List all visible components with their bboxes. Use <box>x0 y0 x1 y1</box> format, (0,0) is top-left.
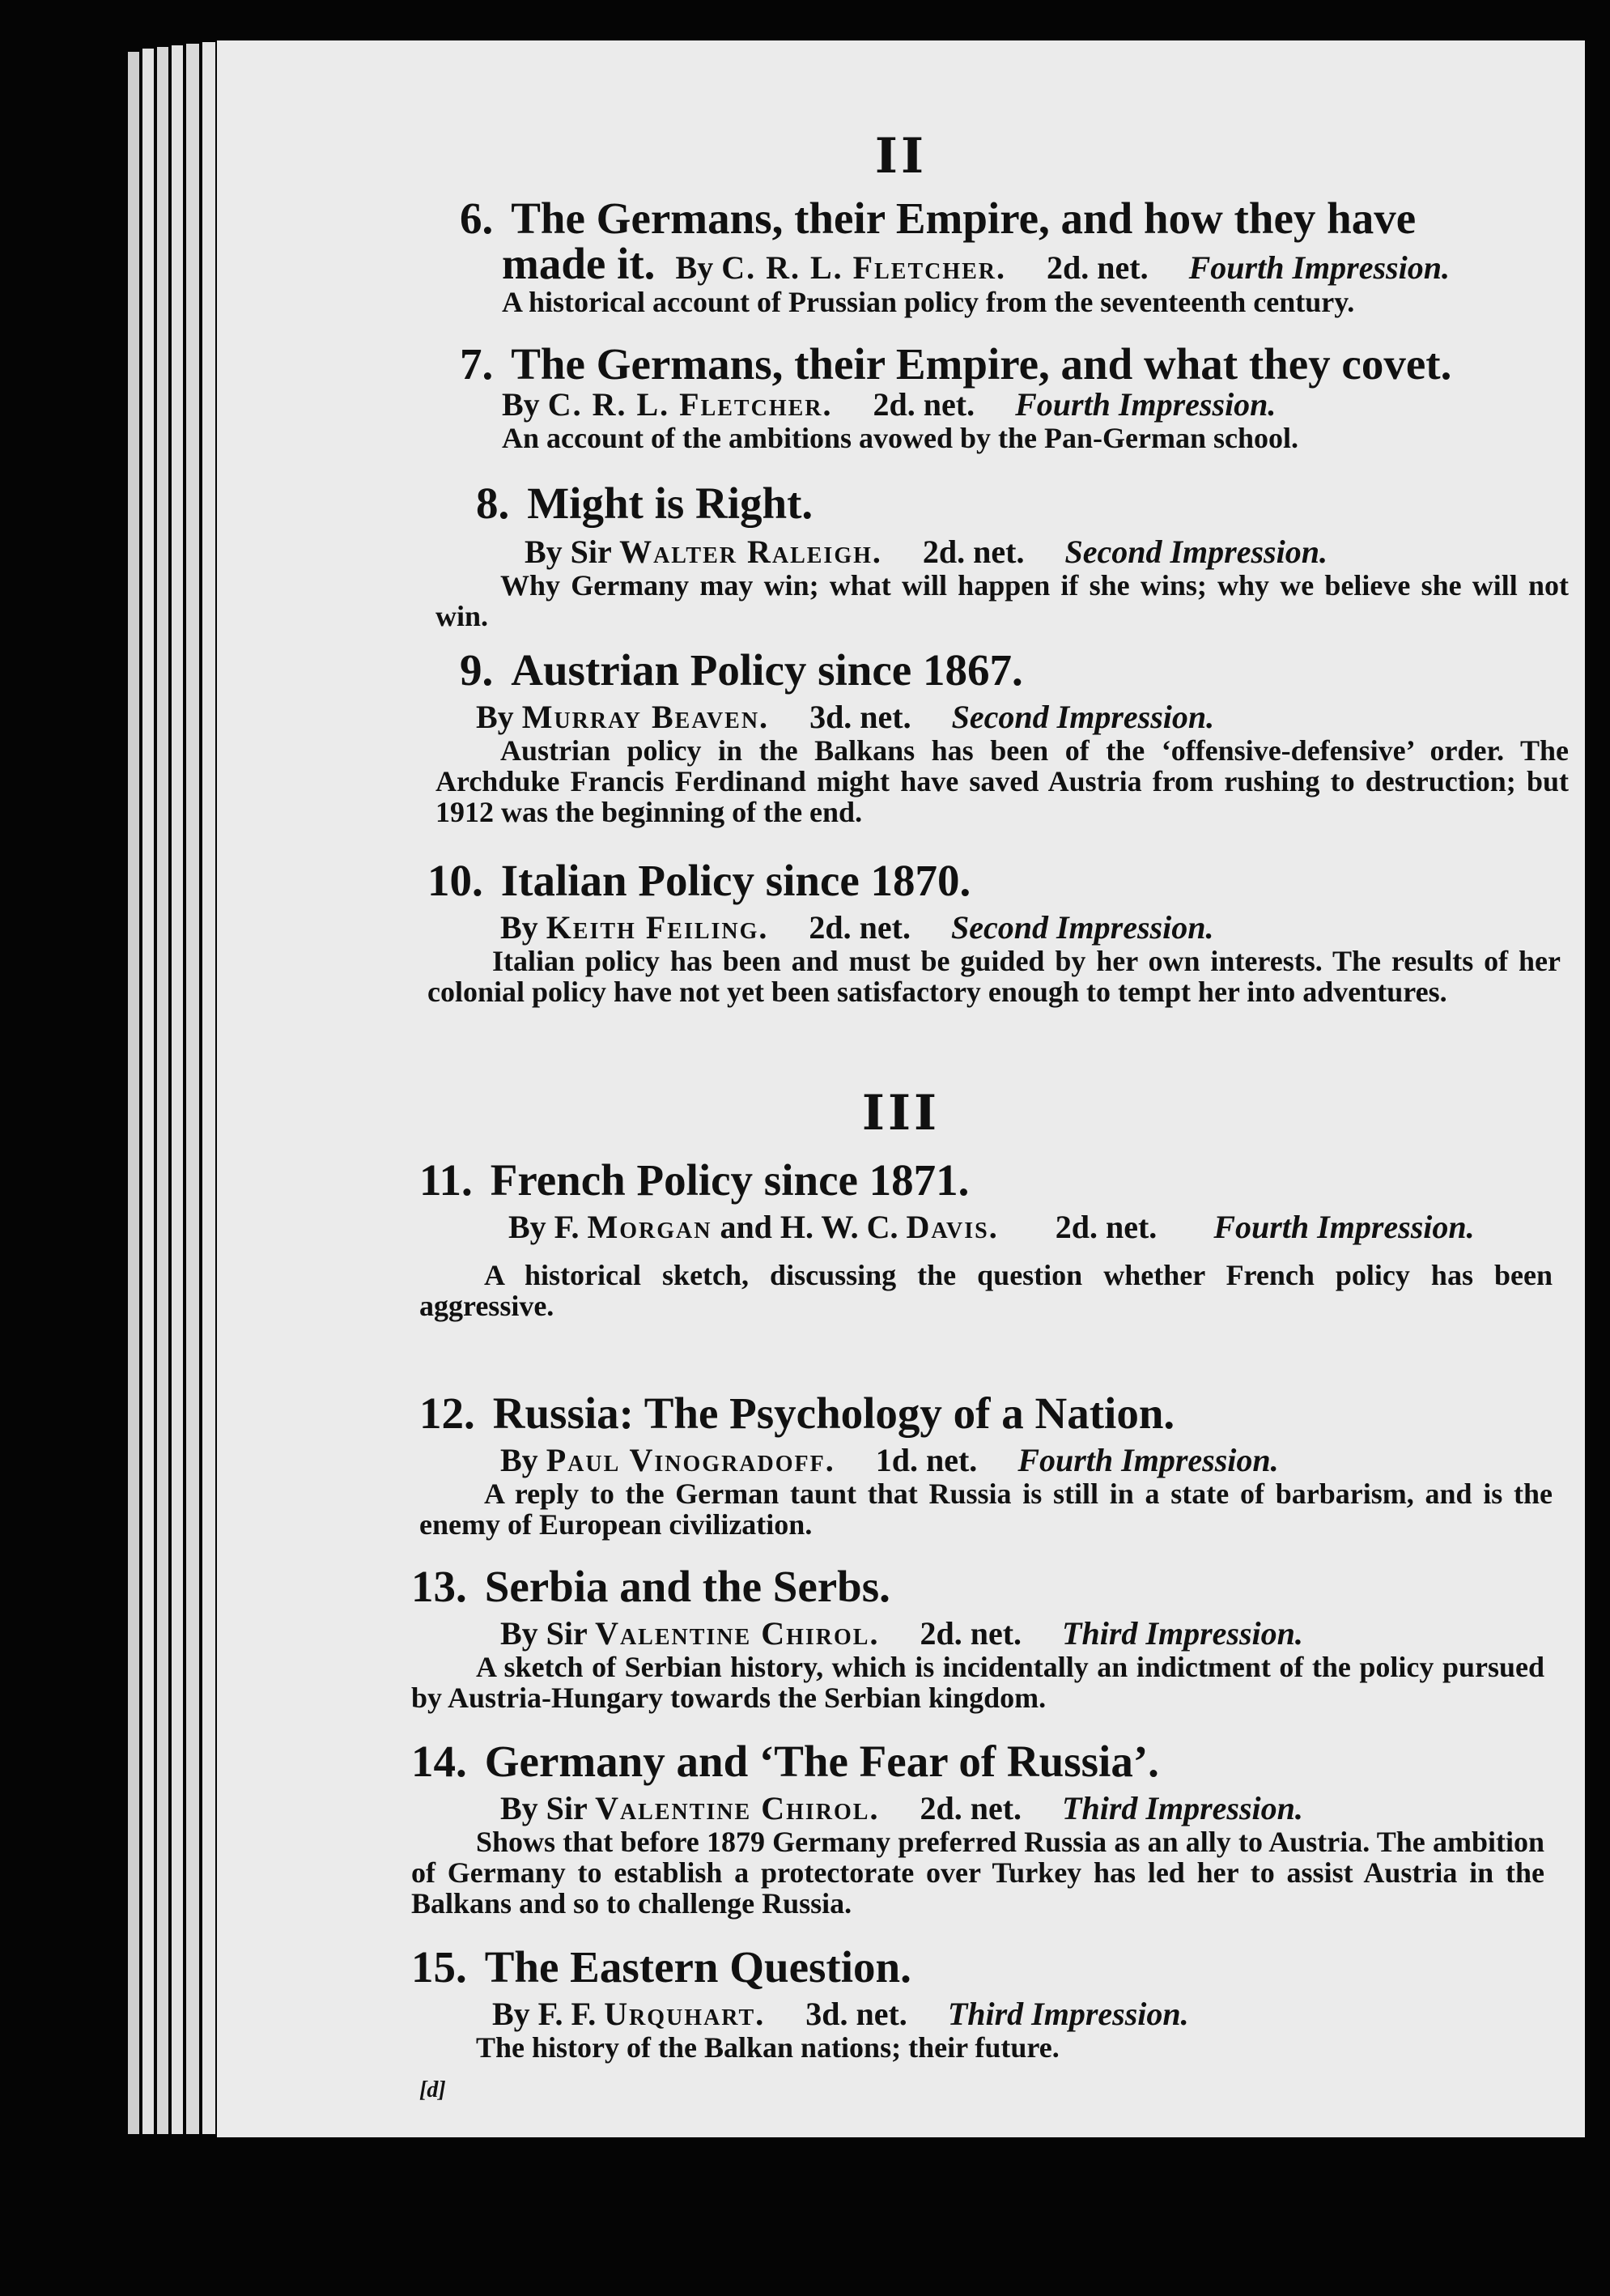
price: 3d. net. <box>809 699 911 735</box>
entry-title <box>427 858 1561 904</box>
section-heading: III <box>861 1085 941 1142</box>
entry-title-text: Austrian Policy since 1867. <box>511 645 1023 695</box>
entry-title <box>435 645 1569 695</box>
author: Keith Feiling. <box>546 909 769 946</box>
price: 2d. net. <box>1055 1209 1158 1245</box>
impression: Second Impression. <box>950 909 1214 946</box>
impression: Fourth Impression. <box>1188 249 1450 286</box>
entry-title <box>460 193 1593 243</box>
entry-title-text: Italian Policy since 1870. <box>500 856 971 905</box>
entry-number: 11. <box>419 1155 473 1205</box>
entry-byline <box>435 534 1569 570</box>
author: Davis. <box>906 1209 999 1245</box>
entry-description: A historical account of Prussian policy from the seventeenth century. <box>502 286 1355 318</box>
page-stack-edge <box>172 45 183 2134</box>
entry-title-text: Serbia and the Serbs. <box>484 1562 890 1611</box>
author: Valentine Chirol. <box>595 1790 880 1826</box>
entry-title-text: The Germans, their Empire, and what they covet. <box>511 339 1452 389</box>
author: Urquhart. <box>604 1996 766 2032</box>
list-item <box>411 1739 1544 1919</box>
impression: Second Impression. <box>951 699 1215 735</box>
entry-number: 12. <box>419 1388 475 1438</box>
price: 2d. net. <box>922 534 1025 570</box>
by-label: By <box>502 386 540 423</box>
page-stack-edge <box>186 44 199 2134</box>
list-item <box>419 1388 1553 1541</box>
entry-title-text: Russia: The Psychology of a Nation. <box>492 1388 1175 1438</box>
by-label: By <box>476 699 514 735</box>
entry-title-continued <box>460 241 655 287</box>
entry-description: A historical sketch, discussing the question whether French policy has been aggressive. <box>419 1259 1553 1322</box>
section-heading: II <box>874 128 928 185</box>
impression: Second Impression. <box>1064 534 1328 570</box>
by-label: By Sir <box>525 534 612 570</box>
entry-description: A reply to the German taunt that Russia is still in a state of barbarism, and is the enemy of European civilization. <box>419 1478 1553 1541</box>
by-label: By <box>675 249 714 286</box>
entry-description: Austrian policy in the Balkans has been of the ‘offensive-defensive’ order. The Archduke Francis Ferdinand might have saved Austria from rushing to destruction; but 1912 was the beginning of the end. <box>435 734 1569 828</box>
list-item <box>460 193 1593 318</box>
signature-mark: [d] <box>419 2077 446 2103</box>
entry-number: 6. <box>460 193 494 243</box>
author: C. R. L. Fletcher. <box>547 386 833 423</box>
impression: Fourth Impression. <box>1213 1209 1475 1245</box>
impression: Third Impression. <box>947 1996 1189 2032</box>
entry-title-text: French Policy since 1871. <box>490 1155 970 1205</box>
by-label: and H. W. C. <box>720 1209 898 1245</box>
price: 2d. net. <box>920 1790 1022 1826</box>
entry-byline <box>460 387 1593 423</box>
author: Morgan <box>587 1209 712 1245</box>
price: 1d. net. <box>875 1442 978 1478</box>
entry-byline <box>419 1210 1553 1245</box>
entry-description: Why Germany may win; what will happen if she wins; why we believe she will not win. <box>435 569 1569 632</box>
impression: Fourth Impression. <box>1017 1442 1279 1478</box>
entry-title <box>419 1388 1553 1438</box>
entry-number: 9. <box>460 645 494 695</box>
author: C. R. L. Fletcher. <box>721 249 1007 286</box>
entry-title-text: The Germans, their Empire, and how they have <box>511 193 1417 243</box>
by-label: By <box>500 1442 538 1478</box>
entry-byline <box>411 1996 1544 2032</box>
entry-title-text: Might is Right. <box>527 478 813 528</box>
entry-byline <box>427 910 1561 946</box>
entry-description: Italian policy has been and must be guided by her own interests. The results of her colonial policy have not yet been satisfactory enough to tempt her into adventures. <box>427 945 1561 1008</box>
author: Valentine Chirol. <box>595 1615 880 1652</box>
entry-byline <box>435 699 1569 735</box>
page-stack-edge <box>202 42 215 2134</box>
entry-byline <box>411 1616 1544 1652</box>
price: 2d. net. <box>873 386 975 423</box>
page-stack-edge <box>128 52 139 2134</box>
entry-title-text: The Eastern Question. <box>484 1942 911 1992</box>
entry-description: An account of the ambitions avowed by the Pan-German school. <box>502 422 1299 454</box>
entry-title <box>411 1564 1544 1609</box>
entry-number: 14. <box>411 1737 467 1786</box>
entry-number: 10. <box>427 856 483 905</box>
list-item <box>411 1942 1544 2064</box>
by-label: By F. F. <box>492 1996 597 2032</box>
price: 2d. net. <box>920 1615 1022 1652</box>
author: Walter Raleigh. <box>619 534 882 570</box>
entry-title <box>460 339 1593 389</box>
author: Paul Vinogradoff. <box>546 1442 835 1478</box>
entry-byline <box>411 1791 1544 1826</box>
list-item <box>427 858 1561 1007</box>
impression: Third Impression. <box>1062 1790 1303 1826</box>
entry-number: 8. <box>476 478 510 528</box>
entry-title <box>411 1942 1544 1992</box>
entry-number: 13. <box>411 1562 467 1611</box>
price: 2d. net. <box>1047 249 1149 286</box>
impression: Third Impression. <box>1062 1615 1303 1652</box>
page-stack-edge <box>142 49 154 2134</box>
impression: Fourth Impression. <box>1015 386 1277 423</box>
price: 2d. net. <box>809 909 911 946</box>
entry-title <box>419 1155 1553 1205</box>
entry-number: 7. <box>460 339 494 389</box>
entry-title <box>411 1739 1544 1784</box>
entry-description: A sketch of Serbian history, which is incidentally an indictment of the policy pursued by Austria-Hungary towards the Serbian kingdom. <box>411 1651 1544 1714</box>
entry-byline <box>419 1443 1553 1478</box>
entry-description: The history of the Balkan nations; their future. <box>476 2031 1060 2064</box>
entry-title-text: Germany and ‘The Fear of Russia’. <box>484 1737 1159 1786</box>
list-item <box>411 1564 1544 1713</box>
by-label: By Sir <box>500 1615 588 1652</box>
price: 3d. net. <box>805 1996 907 2032</box>
list-item <box>435 478 1569 632</box>
list-item <box>435 645 1569 828</box>
by-label: By <box>500 909 538 946</box>
entry-number: 15. <box>411 1942 467 1992</box>
entry-byline <box>676 250 1450 286</box>
by-label: By Sir <box>500 1790 588 1826</box>
list-item <box>460 339 1593 454</box>
list-item <box>419 1155 1553 1322</box>
entry-title-text: made it. <box>502 239 656 288</box>
entry-title <box>435 478 1569 528</box>
page-stack-edge <box>157 47 168 2134</box>
author: Murray Beaven. <box>521 699 770 735</box>
entry-description: Shows that before 1879 Germany preferred Russia as an ally to Austria. The ambition of Germany to establish a protectorate over Turkey has led her to assist Austria in the Balkans and so to challenge Russia. <box>411 1826 1544 1920</box>
by-label: By F. <box>508 1209 580 1245</box>
book-page <box>217 40 1585 2137</box>
